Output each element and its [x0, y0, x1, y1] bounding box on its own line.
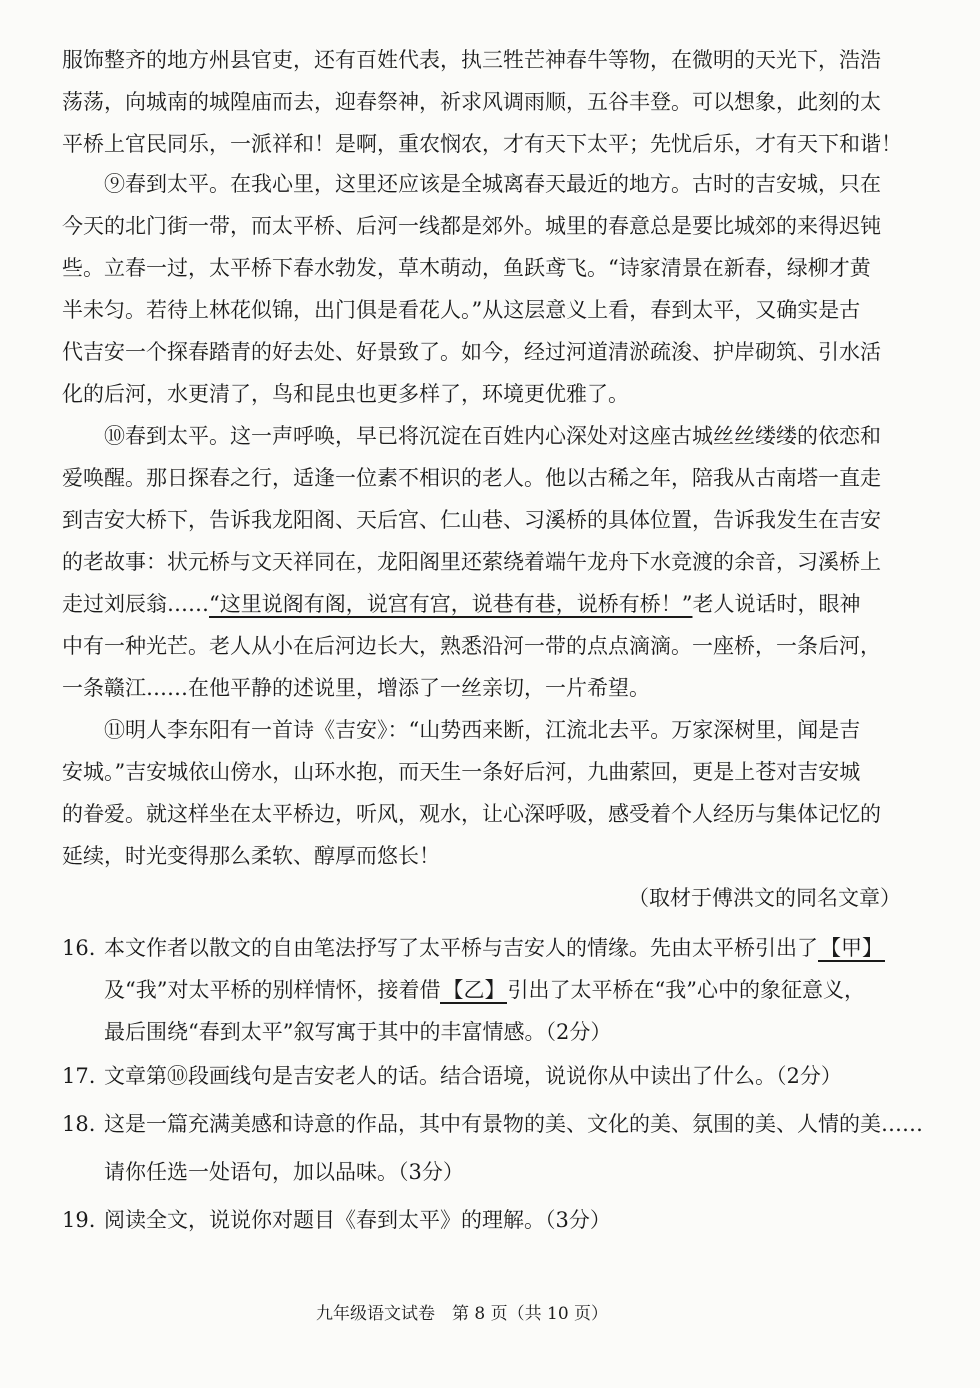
paragraph-line: 荡荡，向城南的城隍庙而去，迎春祭神，祈求风调雨顺，五谷丰登。可以想象，此刻的太	[62, 90, 881, 114]
paragraph-11-line: 安城。”吉安城依山傍水，山环水抱，而天生一条好后河，九曲萦回，更是上苍对吉安城	[62, 760, 861, 784]
question-18-number: 18.	[62, 1112, 96, 1136]
question-19-number: 19.	[62, 1208, 96, 1232]
paragraph-10-line: ⑩春到太平。这一声呼唤，早已将沉淀在百姓内心深处对这座古城丝丝缕缕的依恋和	[104, 424, 881, 448]
paragraph-10-line: 爱唤醒。那日探春之行，适逢一位素不相识的老人。他以古稀之年，陪我从古南塔一直走	[62, 466, 881, 490]
paragraph-line: 平桥上官民同乐，一派祥和！是啊，重农悯农，才有天下太平；先忧后乐，才有天下和谐！	[62, 132, 902, 156]
paragraph-10-line	[62, 590, 860, 618]
paragraph-9-line: 代吉安一个探春踏青的好去处、好景致了。如今，经过河道清淤疏浚、护岸砌筑、引水活	[62, 340, 881, 364]
paragraph-10-line: 一条赣江……在他平静的述说里，增添了一丝亲切，一片希望。	[62, 676, 650, 700]
paragraph-text: 老人说话时，眼神	[692, 592, 861, 616]
paragraph-text: 走过刘辰翁……	[62, 592, 209, 616]
question-16-number: 16.	[62, 936, 96, 960]
blank-yi: 【乙】	[442, 978, 506, 1002]
paragraph-9-line: 半未匀。若待上林花似锦，出门俱是看花人。”从这层意义上看，春到太平，又确实是古	[62, 298, 861, 322]
paragraph-11-line: 延续，时光变得那么柔软、醇厚而悠长！	[62, 844, 440, 868]
question-18-line: 请你任选一处语句，加以品味。（3分）	[104, 1160, 464, 1184]
paragraph-11-line: 的眷爱。就这样坐在太平桥边，听风，观水，让心深呼吸，感受着个人经历与集体记忆的	[62, 802, 881, 826]
underlined-quote: “这里说阁有阁，说宫有宫，说巷有巷，说桥有桥！”	[209, 592, 693, 616]
blank-jia: 【甲】	[820, 936, 883, 960]
question-18-line: 这是一篇充满美感和诗意的作品，其中有景物的美、文化的美、氛围的美、人情的美……	[104, 1112, 923, 1136]
paragraph-10-line: 中有一种光芒。老人从小在后河边长大，熟悉沿河一带的点点滴滴。一座桥，一条后河，	[62, 634, 881, 658]
question-text: 及“我”对太平桥的别样情怀，接着借	[104, 978, 441, 1002]
question-16-line	[104, 934, 885, 962]
question-16-line: 最后围绕“春到太平”叙写寓于其中的丰富情感。（2分）	[104, 1020, 612, 1044]
source-citation: （取材于傅洪文的同名文章）	[628, 886, 901, 910]
question-17-text: 文章第⑩段画线句是吉安老人的话。结合语境，说说你从中读出了什么。（2分）	[104, 1064, 842, 1088]
question-19-text: 阅读全文，说说你对题目《春到太平》的理解。（3分）	[104, 1208, 611, 1232]
question-text: 引出了太平桥在“我”心中的象征意义，	[507, 978, 865, 1002]
question-17-number: 17.	[62, 1064, 96, 1088]
paragraph-9-line: 些。立春一过，太平桥下春水勃发，草木萌动，鱼跃鸢飞。“诗家清景在新春，绿柳才黄	[62, 256, 871, 280]
question-text: 本文作者以散文的自由笔法抒写了太平桥与吉安人的情缘。先由太平桥引出了	[104, 936, 818, 960]
page-footer: 九年级语文试卷 第 8 页（共 10 页）	[316, 1304, 609, 1324]
paragraph-line: 服饰整齐的地方州县官吏，还有百姓代表，执三牲芒神春牛等物，在微明的天光下，浩浩	[62, 48, 881, 72]
paragraph-10-line: 的老故事：状元桥与文天祥同在，龙阳阁里还萦绕着端午龙舟下水竞渡的余音，习溪桥上	[62, 550, 881, 574]
paragraph-11-line: ⑪明人李东阳有一首诗《吉安》：“山势西来断，江流北去平。万家深树里，闻是吉	[104, 718, 861, 742]
paragraph-10-line: 到吉安大桥下，告诉我龙阳阁、天后宫、仁山巷、习溪桥的具体位置，告诉我发生在吉安	[62, 508, 881, 532]
paragraph-9-line: ⑨春到太平。在我心里，这里还应该是全城离春天最近的地方。古时的吉安城，只在	[104, 172, 881, 196]
paragraph-9-line: 化的后河，水更清了，鸟和昆虫也更多样了，环境更优雅了。	[62, 382, 629, 406]
paragraph-9-line: 今天的北门街一带，而太平桥、后河一线都是郊外。城里的春意总是要比城郊的来得迟钝	[62, 214, 881, 238]
question-16-line	[104, 976, 865, 1004]
